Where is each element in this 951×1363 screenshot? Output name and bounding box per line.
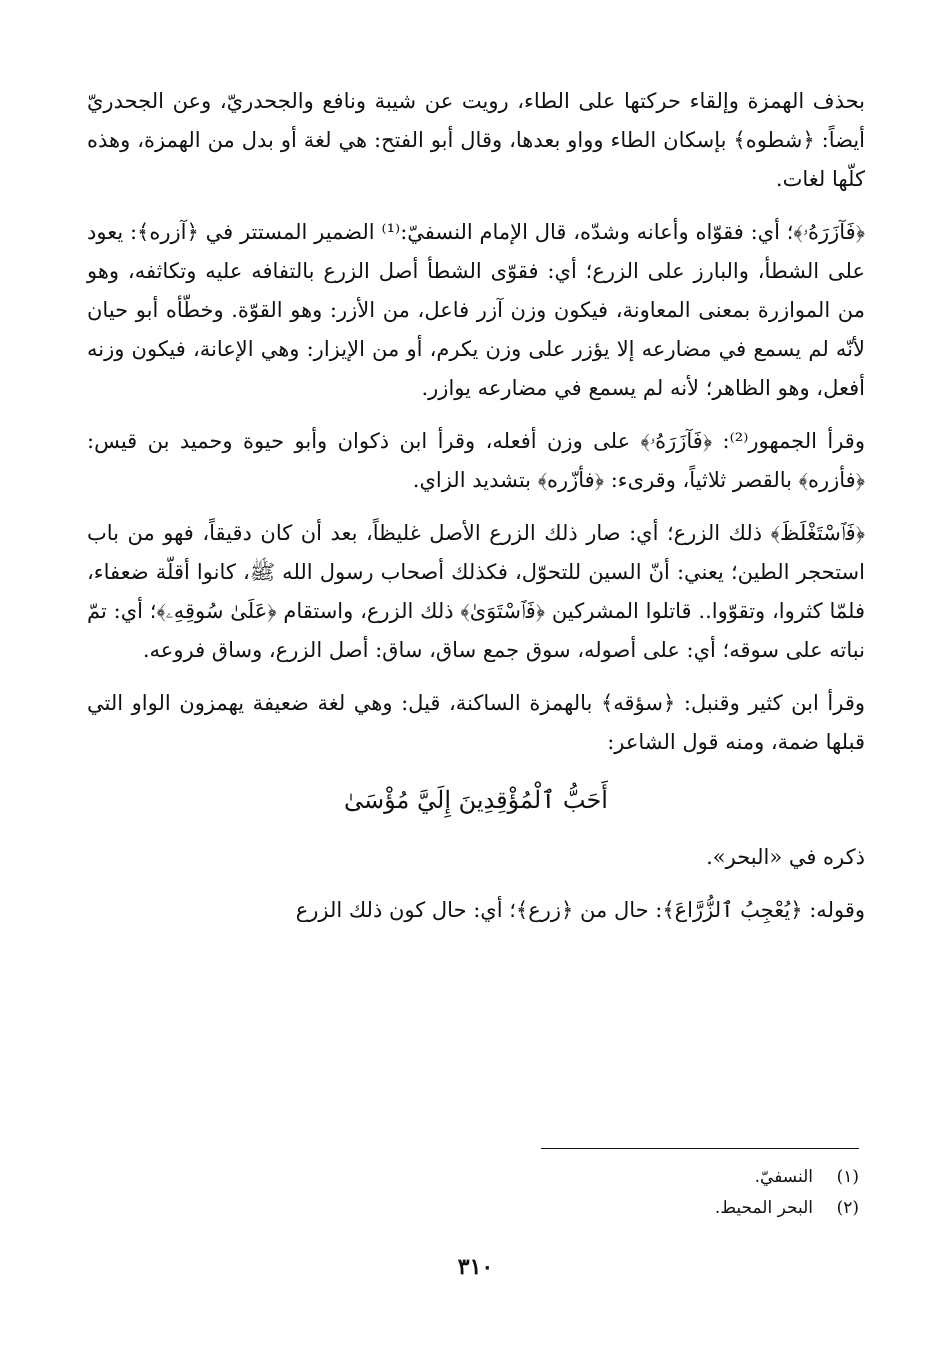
footnotes [359,1162,859,1224]
poetry-verse: أَحَبُّ ٱلْمُؤْقِدِينَ إِلَيَّ مُؤْسَىٰ [344,786,608,814]
main-text [87,82,865,944]
footnote-text: النسفيّ. [754,1167,813,1187]
paragraph-5: وقرأ ابن كثير وقنبل: ﴿سؤقه﴾ بالهمزة الساكنة، قيل: وهي لغة ضعيفة يهمزون الواو التي قبلها ضمة، ومنه قول الشاعر: [87,691,865,754]
footnote-item [359,1162,859,1193]
footnote-number: (١) [836,1167,859,1187]
paragraph-source: ذكره في «البحر». [706,845,865,869]
footnote-separator [541,1148,859,1149]
footnote-item [359,1193,859,1224]
page-number: ٣١٠ [457,1254,494,1280]
footnote-text: البحر المحيط. [714,1198,813,1218]
paragraph-4: ﴿فَٱسْتَغْلَظَ﴾ ذلك الزرع؛ أي: صار ذلك الزرع الأصل غليظاً، بعد أن كان دقيقاً، فهو من باب استحجر الطين؛ يعني: أنّ السين للتحوّل، فكذلك أصحاب رسول الله ﷺ، كانوا أقلّة ضعفاء، فلمّا كثروا، وتقوّوا.. قاتلوا المشركين ﴿فَٱسْتَوَىٰ﴾ ذلك الزرع، واستقام ﴿عَلَىٰ سُوقِهِۦ﴾؛ أي: تمّ نباته على سوقه؛ أي: على أصوله، سوق جمع ساق، ساق: أصل الزرع، وساق فروعه. [87,521,865,662]
footnote-number: (٢) [836,1198,859,1218]
paragraph-1: بحذف الهمزة وإلقاء حركتها على الطاء، رويت عن شيبة ونافع والجحدريّ، وعن الجحدريّ أيضاً: ﴿شطوه﴾ بإسكان الطاء وواو بعدها، وقال أبو الفتح: هي لغة أو بدل من الهمزة، وهذه كلّها لغات. [87,89,865,191]
paragraph-3: وقرأ الجمهور⁽²⁾: ﴿فَآزَرَهُۥ﴾ على وزن أفعله، وقرأ ابن ذكوان وأبو حيوة وحميد بن قيس: ﴿فأزره﴾ بالقصر ثلاثياً، وقرىء: ﴿فأزّره﴾ بتشديد الزاي. [87,429,865,492]
paragraph-2: ﴿فَآزَرَهُۥ﴾؛ أي: فقوّاه وأعانه وشدّه، قال الإمام النسفيّ:⁽¹⁾ الضمير المستتر في ﴿آزره﴾: يعود على الشطأ، والبارز على الزرع؛ أي: فقوّى الشطأ أصل الزرع بالتفافه عليه وتكاثفه، وهو من الموازرة بمعنى المعاونة، فيكون وزن آزر فاعل، من الأزر: وهو القوّة. وخطّأه أبو حيان لأنّه لم يسمع في مضارعه إلا يؤزر على وزن يكرم، أو من الإيزار: وهي الإعانة، فيكون وزنه أفعل، وهو الظاهر؛ لأنه لم يسمع في مضارعه يوازر. [87,220,866,400]
paragraph-6: وقوله: ﴿يُعْجِبُ ٱلزُّرَّاعَ﴾: حال من ﴿زرع﴾؛ أي: حال كون ذلك الزرع [295,898,865,922]
